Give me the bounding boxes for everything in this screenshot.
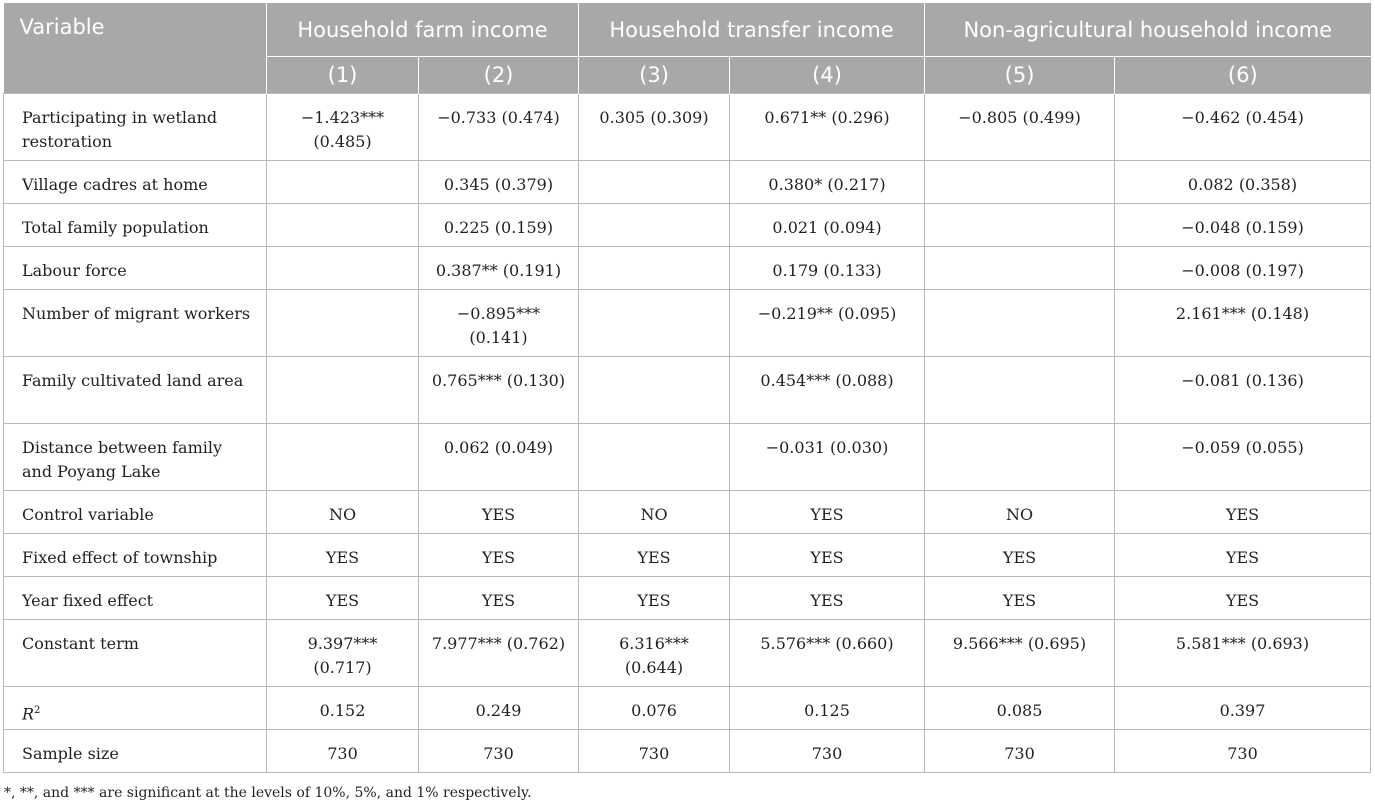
r-squared-symbol: R bbox=[22, 704, 35, 724]
table-row bbox=[4, 620, 1371, 687]
table-cell bbox=[925, 247, 1115, 290]
table-cell: YES bbox=[1115, 534, 1371, 577]
table-cell bbox=[267, 204, 419, 247]
table-row bbox=[4, 534, 1371, 577]
table-cell: 5.576*** (0.660) bbox=[730, 620, 925, 687]
table-cell: 730 bbox=[730, 730, 925, 773]
table-cell: YES bbox=[419, 577, 579, 620]
table-cell bbox=[925, 290, 1115, 357]
table-row bbox=[4, 730, 1371, 773]
table-cell: 730 bbox=[925, 730, 1115, 773]
table-row bbox=[4, 687, 1371, 730]
table-cell bbox=[267, 247, 419, 290]
table-row bbox=[4, 204, 1371, 247]
table-cell: 0.305 (0.309) bbox=[579, 94, 730, 161]
table-cell: NO bbox=[267, 491, 419, 534]
table-cell: YES bbox=[579, 577, 730, 620]
table-cell: 0.179 (0.133) bbox=[730, 247, 925, 290]
table-cell: −0.805 (0.499) bbox=[925, 94, 1115, 161]
table-row bbox=[4, 491, 1371, 534]
table-cell: 0.062 (0.049) bbox=[419, 424, 579, 491]
table-cell: YES bbox=[419, 534, 579, 577]
row-label: Participating in wetland restoration bbox=[4, 94, 267, 161]
table-cell: 0.085 bbox=[925, 687, 1115, 730]
table-cell bbox=[267, 357, 419, 424]
table-cell: 730 bbox=[419, 730, 579, 773]
table-cell bbox=[267, 290, 419, 357]
regression-table bbox=[3, 3, 1371, 773]
table-cell: −0.895*** (0.141) bbox=[419, 290, 579, 357]
row-label: Village cadres at home bbox=[4, 161, 267, 204]
table-cell: 0.225 (0.159) bbox=[419, 204, 579, 247]
table-cell: 0.082 (0.358) bbox=[1115, 161, 1371, 204]
column-header-3: (3) bbox=[579, 57, 730, 94]
row-label: Labour force bbox=[4, 247, 267, 290]
table-row bbox=[4, 357, 1371, 424]
column-header-2: (2) bbox=[419, 57, 579, 94]
table-cell: 0.152 bbox=[267, 687, 419, 730]
table-cell: 730 bbox=[267, 730, 419, 773]
table-cell: −0.462 (0.454) bbox=[1115, 94, 1371, 161]
table-cell bbox=[267, 424, 419, 491]
table-cell bbox=[267, 161, 419, 204]
table-cell: −0.008 (0.197) bbox=[1115, 247, 1371, 290]
table-row bbox=[4, 290, 1371, 357]
table-footnote: *, **, and *** are significant at the levels of 10%, 5%, and 1% respectively. bbox=[4, 785, 532, 801]
table-cell: 5.581*** (0.693) bbox=[1115, 620, 1371, 687]
table-cell: YES bbox=[267, 577, 419, 620]
table-cell bbox=[925, 161, 1115, 204]
variable-header: Variable bbox=[4, 3, 267, 94]
table-cell: 0.380* (0.217) bbox=[730, 161, 925, 204]
table-cell: NO bbox=[925, 491, 1115, 534]
row-label: Total family population bbox=[4, 204, 267, 247]
table-cell: −1.423*** (0.485) bbox=[267, 94, 419, 161]
table-row bbox=[4, 577, 1371, 620]
row-label: Control variable bbox=[4, 491, 267, 534]
table-cell: −0.031 (0.030) bbox=[730, 424, 925, 491]
table-cell: 0.076 bbox=[579, 687, 730, 730]
table-cell: YES bbox=[1115, 491, 1371, 534]
column-header-6: (6) bbox=[1115, 57, 1371, 94]
row-label: Constant term bbox=[4, 620, 267, 687]
group-header-transfer-income: Household transfer income bbox=[579, 3, 925, 57]
row-label: Fixed effect of township bbox=[4, 534, 267, 577]
table-cell: YES bbox=[730, 491, 925, 534]
column-header-1: (1) bbox=[267, 57, 419, 94]
table-cell: YES bbox=[1115, 577, 1371, 620]
table-cell bbox=[579, 290, 730, 357]
r-squared-exponent: 2 bbox=[34, 705, 41, 716]
table-cell: −0.059 (0.055) bbox=[1115, 424, 1371, 491]
table-cell: 0.397 bbox=[1115, 687, 1371, 730]
table-cell bbox=[925, 424, 1115, 491]
table-cell bbox=[925, 357, 1115, 424]
table-cell: 9.566*** (0.695) bbox=[925, 620, 1115, 687]
table-cell: YES bbox=[730, 577, 925, 620]
table-cell: 0.125 bbox=[730, 687, 925, 730]
table-cell: 0.249 bbox=[419, 687, 579, 730]
table-cell: YES bbox=[579, 534, 730, 577]
table-cell: NO bbox=[579, 491, 730, 534]
table-row bbox=[4, 424, 1371, 491]
row-label: Year fixed effect bbox=[4, 577, 267, 620]
group-header-farm-income: Household farm income bbox=[267, 3, 579, 57]
row-label-r-squared bbox=[4, 687, 267, 730]
column-header-4: (4) bbox=[730, 57, 925, 94]
table-cell: YES bbox=[419, 491, 579, 534]
table-cell: 730 bbox=[1115, 730, 1371, 773]
table-cell: 9.397*** (0.717) bbox=[267, 620, 419, 687]
table-cell: 2.161*** (0.148) bbox=[1115, 290, 1371, 357]
table-cell: 0.021 (0.094) bbox=[730, 204, 925, 247]
table-cell: 0.387** (0.191) bbox=[419, 247, 579, 290]
table-cell bbox=[579, 424, 730, 491]
table-cell: 0.345 (0.379) bbox=[419, 161, 579, 204]
row-label: Number of migrant workers bbox=[4, 290, 267, 357]
table-row bbox=[4, 247, 1371, 290]
table-cell: 730 bbox=[579, 730, 730, 773]
row-label: Distance between family and Poyang Lake bbox=[4, 424, 267, 491]
table-cell bbox=[579, 161, 730, 204]
table-cell: 6.316*** (0.644) bbox=[579, 620, 730, 687]
table-cell bbox=[579, 204, 730, 247]
table-cell: YES bbox=[267, 534, 419, 577]
table-cell bbox=[925, 204, 1115, 247]
table-cell bbox=[579, 247, 730, 290]
row-label: Sample size bbox=[4, 730, 267, 773]
row-label: Family cultivated land area bbox=[4, 357, 267, 424]
table-cell: −0.081 (0.136) bbox=[1115, 357, 1371, 424]
group-header-nonag-income: Non-agricultural household income bbox=[925, 3, 1371, 57]
column-header-5: (5) bbox=[925, 57, 1115, 94]
table-cell: YES bbox=[925, 534, 1115, 577]
table-cell bbox=[579, 357, 730, 424]
table-row bbox=[4, 161, 1371, 204]
table-cell: −0.733 (0.474) bbox=[419, 94, 579, 161]
table-cell: 0.671** (0.296) bbox=[730, 94, 925, 161]
table-cell: 0.454*** (0.088) bbox=[730, 357, 925, 424]
table-cell: YES bbox=[925, 577, 1115, 620]
table-cell: YES bbox=[730, 534, 925, 577]
table-row bbox=[4, 94, 1371, 161]
table-cell: −0.048 (0.159) bbox=[1115, 204, 1371, 247]
table-cell: 7.977*** (0.762) bbox=[419, 620, 579, 687]
table-cell: −0.219** (0.095) bbox=[730, 290, 925, 357]
table-cell: 0.765*** (0.130) bbox=[419, 357, 579, 424]
